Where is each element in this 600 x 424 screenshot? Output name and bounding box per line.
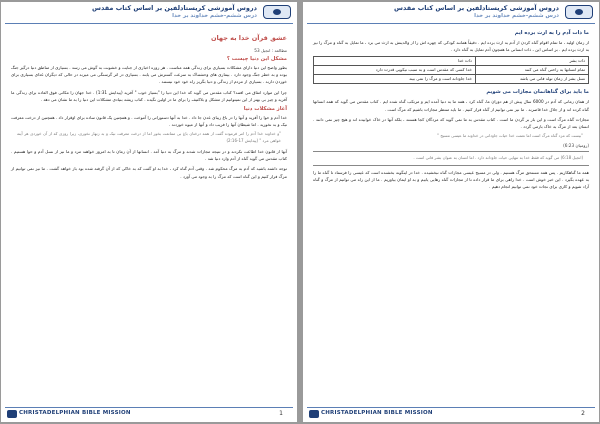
section-heading: ما ذات آدم را به ارث برده ایم	[514, 30, 589, 36]
paragraph: خدا آدم و حوا را آفرید و آنها را در باغ زیبای عدن جا داد . خدا به آنها دستوراتی را آموخت . و همچنین یک قانون ساده برای اوقرار داد . همچنین از درخت معرفت نیک و بد نخورید . اما شیطان آنها را فریب داد و آنها از میوه خوردند .	[11, 115, 287, 128]
header-title: دروس آموزشی کریستادلفین بر اساس کتاب مقدس	[394, 4, 559, 12]
column-header-human: ذات بشر	[475, 57, 588, 66]
paragraph: بطور واضح این دنیا دارای مشکلات بسیاری برای زندگی همه مناست . هر روزه اخباری از جنایت و خشونت به گوش می رسد . بسیاری از مناطق دنیا درگیر جنگ بوده و به خطر جنگ وجود دارد . بیماری های وحشتناک به سرعت گسترش می یابند . بسیاری در اثر گرسنگی می میرند در حالی که دیگران غذای بسیاری برای خوردن دارند . بسیاری از مردم از زندگی و دنیا بگریز راه خود خود نیستند .	[11, 65, 287, 85]
mission-logo-icon	[565, 5, 593, 19]
footer-divider	[307, 407, 595, 408]
page-footer	[303, 404, 599, 422]
mission-logo-icon	[309, 410, 319, 418]
paragraph: از همان زمانی که آدم در 6000 سال پیش از هم دوران ما، گناه کرد ، همه ما به دنیا آمده ایم و مرتکب گناه شده ایم . کتاب مقدس می گوید که همه انسانها گناه کرده اند و از جلال خدا قاصرند . ما نیز نمی توانیم از گناه فرار کنیم . ما باید منتظر مجازات باشیم که مرگ است .	[313, 99, 589, 112]
page-content	[11, 28, 287, 402]
footer-mission: CHRISTADELPHIAN BIBLE MISSION	[19, 410, 131, 416]
table-cell: تمام انسانها به راحتی گناه می کنند	[475, 66, 588, 75]
scripture-quote: "و خداوند خدا آدم را امر فرموده گفت از همه درختان باغ بی ممانعت بخور اما از درخت معرفت نیک و بد زنهار نخوری، زیرا روزی که از آن خوردی هر آینه خواهی مرد " (پیدایش 17-2:16)	[17, 131, 281, 144]
page-number: 1	[279, 410, 283, 417]
paragraph: مجازات گناه مرگ است و این بار بر گردن ما است . کتاب مقدس به ما نمی گوید که مردگان کجا هستند ، بلکه آنها در خاک خوابیده اند و هیچ چیز نمی دانند . انسان بعد از مرگ به خاک بازمی گردد .	[313, 116, 589, 130]
table-header-row	[314, 57, 589, 66]
footer-mission: CHRISTADELPHIAN BIBLE MISSION	[321, 410, 433, 416]
section-heading: مشکل این دنیا چیست ؟	[226, 56, 287, 62]
reading-reference: مطالعه : انجیل 53	[254, 48, 287, 53]
nature-comparison-table	[313, 56, 589, 84]
header-text	[92, 4, 257, 20]
page-footer	[1, 404, 297, 422]
scripture-quote: "بیست که مزد گناه مرگ است اما نعمت خدا حیات جاودانی در خداوند ما عیسی مسیح "	[437, 133, 583, 139]
paragraph: همه ما گناهکاریم . پس همه مستحق مرگ هستیم . ولی در مسیح عیسی مجازات گناه نبخشیده . خدا در اینگونه بخشنده است که عیسی را فرستاد تا گناه ما را به عهده بگیرد . این خبر خوش است . خدا راهی برای ما قرار داده تا از مجازات گناه رهایی یابیم و به او ایمان بیاوریم . ما از این راه می توانیم از مرگ و گناه آزاد شویم و کاری برای نجات خود نمی توانیم انجام دهیم .	[313, 169, 589, 190]
table-row	[314, 66, 589, 75]
page-header	[303, 2, 599, 24]
header-text	[394, 4, 559, 20]
header-subtitle: درس ششم-خشم خداوند بر خدا	[474, 13, 559, 19]
table-cell: نسل بشر از زمان تولد فانی می باشد	[475, 75, 588, 84]
page-header	[1, 2, 297, 24]
mission-logo-icon	[263, 5, 291, 19]
column-header-god: ذات خدا	[314, 57, 476, 66]
scripture-reference: (رومیان 6:23)	[563, 143, 589, 149]
table-cell: خدا کسی که مقدس است و به سبب نیکویی قدرت دارد	[314, 66, 476, 75]
section-heading: آغاز مشکلات دنیا	[243, 106, 287, 113]
paragraph: آنها از قانون خدا اطاعت نکردند و در نتیجه مجازات شدند و مرگ به دنیا آمد . انسانها از آن زمان تا به امروز خواهند مرد و ما نیز از نسل آدم و حوا هستیم . کتاب مقدس می گوید گناه از آدم وارد دنیا شد .	[11, 149, 287, 162]
table-row	[314, 75, 589, 84]
divider	[313, 151, 589, 152]
lesson-title: عشق قرآن خدا به جهان	[210, 34, 287, 42]
paragraph: چرا این موارد اتفاق می افتند؟ کتاب مقدس می گوید که خدا این دنیا را "بسیار خوب " آفرید (پیدایش 1:31) . خدا جهان را مکانی فوق العاده برای زندگی ما آفرید و چیز بی بهتر از این نمیتوانیم از مشکل و بلاکتیف را برای ما در اولین نگیده . کتاب ریشه بنیادی مشکلات این دنیا را به ما نشان می دهد .	[11, 89, 287, 102]
header-title: دروس آموزشی کریستادلفین بر اساس کتاب مقدس	[92, 4, 257, 12]
table-cell: خدا جاودانه است و مرگ را نمی بیند	[314, 75, 476, 84]
header-subtitle: درس ششم-خشم خداوند بر خدا	[172, 13, 257, 19]
paragraph: از زمان اولیه ، ما تمام اقوام گناه کردن از آدم به ارث برده ایم . دقیقاً همانند کودکی که چهره اش را از والدینش به ارث می برد ، ما تمایل به گناه و مرگ را نیز به ارث برده ایم . بر اساس این ، ذات انسانی ما همچون آدم تمایل به گناه دارد .	[313, 40, 589, 53]
paragraph: توجه داشته باشید که آدم به مرگ محکوم شد . وقتی آدم گناه کرد ، خدا به او گفت که به خاکی که از آن گرفته شده بود باز خواهد گشت . ما نیز نمی توانیم از مرگ فرار کنیم و این گناه است که مرگ را به وجود می آورد .	[11, 166, 287, 179]
page-content	[313, 28, 589, 402]
header-divider	[5, 23, 293, 24]
header-divider	[307, 23, 595, 24]
footer-divider	[5, 407, 293, 408]
page-right	[303, 2, 599, 422]
divider	[313, 165, 589, 166]
scripture-quote: (انجیل 6:18) می گوید که فقط خدا به تنهایی حیات جاودانه دارد . اما انسان به عنوان بشر فانی است .	[413, 155, 583, 161]
page-number: 2	[581, 410, 585, 417]
mission-logo-icon	[7, 410, 17, 418]
section-heading: ما باید برای گناهانمان مجازات می شویم	[486, 89, 589, 96]
page-left	[1, 2, 297, 422]
